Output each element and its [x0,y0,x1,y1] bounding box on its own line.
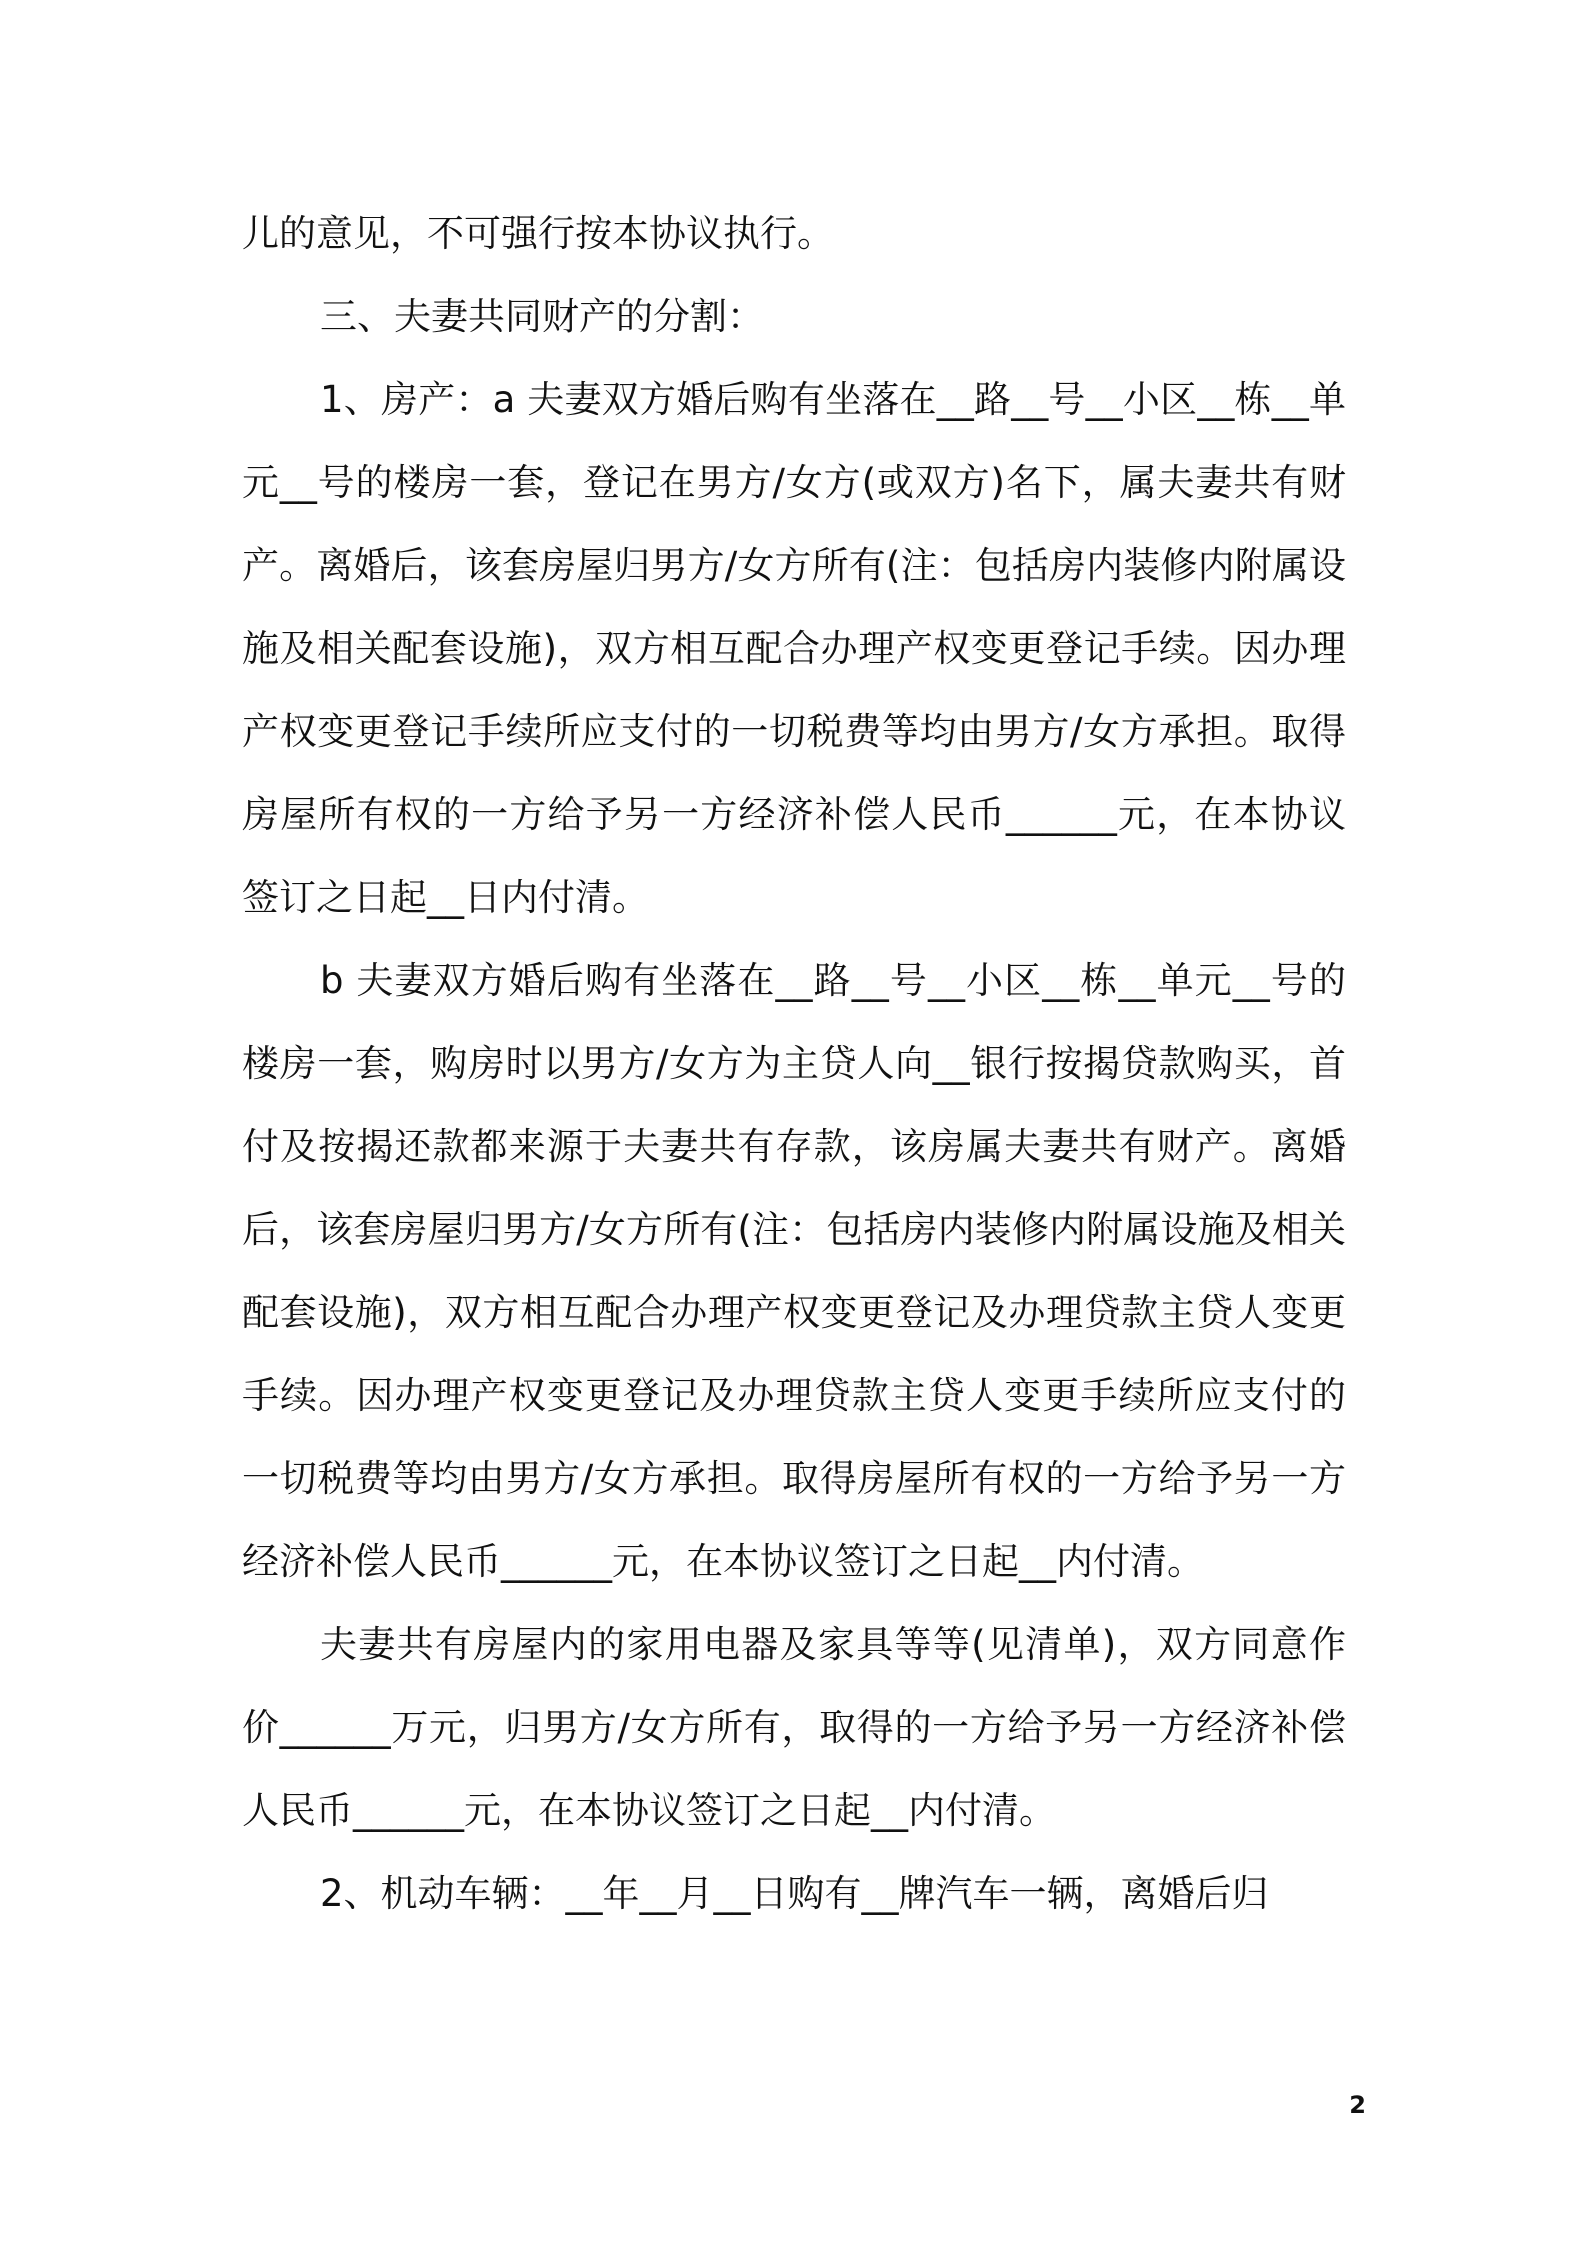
paragraph-real-estate-b: b 夫妻双方婚后购有坐落在__路__号__小区__栋__单元__号的楼房一套，购房时以男方/女方为主贷人向__银行按揭贷款购买，首付及按揭还款都来源于夫妻共有存款，该房属夫妻共有财产。离婚后，该套房屋归男方/女方所有(注：包括房内装修内附属设施及相关配套设施)，双方相互配合办理产权变更登记及办理贷款主贷人变更手续。因办理产权变更登记及办理贷款主贷人变更手续所应支付的一切税费等均由男方/女方承担。取得房屋所有权的一方给予另一方经济补偿人民币______元，在本协议签订之日起__内付清。 [242,959,1346,1583]
section-heading-property-division: 三、夫妻共同财产的分割： [320,295,764,338]
paragraph-household-appliances: 夫妻共有房屋内的家用电器及家具等等(见清单)，双方同意作价______万元，归男方/女方所有，取得的一方给予另一方经济补偿人民币______元，在本协议签订之日起__内付清。 [242,1623,1346,1832]
paragraph-motor-vehicle: 2、机动车辆：__年__月__日购有__牌汽车一辆，离婚后归 [320,1872,1269,1915]
paragraph-continuation: 儿的意见，不可强行按本协议执行。 [242,212,834,255]
document-body [242,192,1346,1935]
page-number: 2 [1349,2091,1366,2119]
paragraph-real-estate-a: 1、房产：a 夫妻双方婚后购有坐落在__路__号__小区__栋__单元__号的楼房一套，登记在男方/女方(或双方)名下，属夫妻共有财产。离婚后，该套房屋归男方/女方所有(注：包括房内装修内附属设施及相关配套设施)，双方相互配合办理产权变更登记手续。因办理产权变更登记手续所应支付的一切税费等均由男方/女方承担。取得房屋所有权的一方给予另一方经济补偿人民币______元，在本协议签订之日起__日内付清。 [242,378,1346,919]
